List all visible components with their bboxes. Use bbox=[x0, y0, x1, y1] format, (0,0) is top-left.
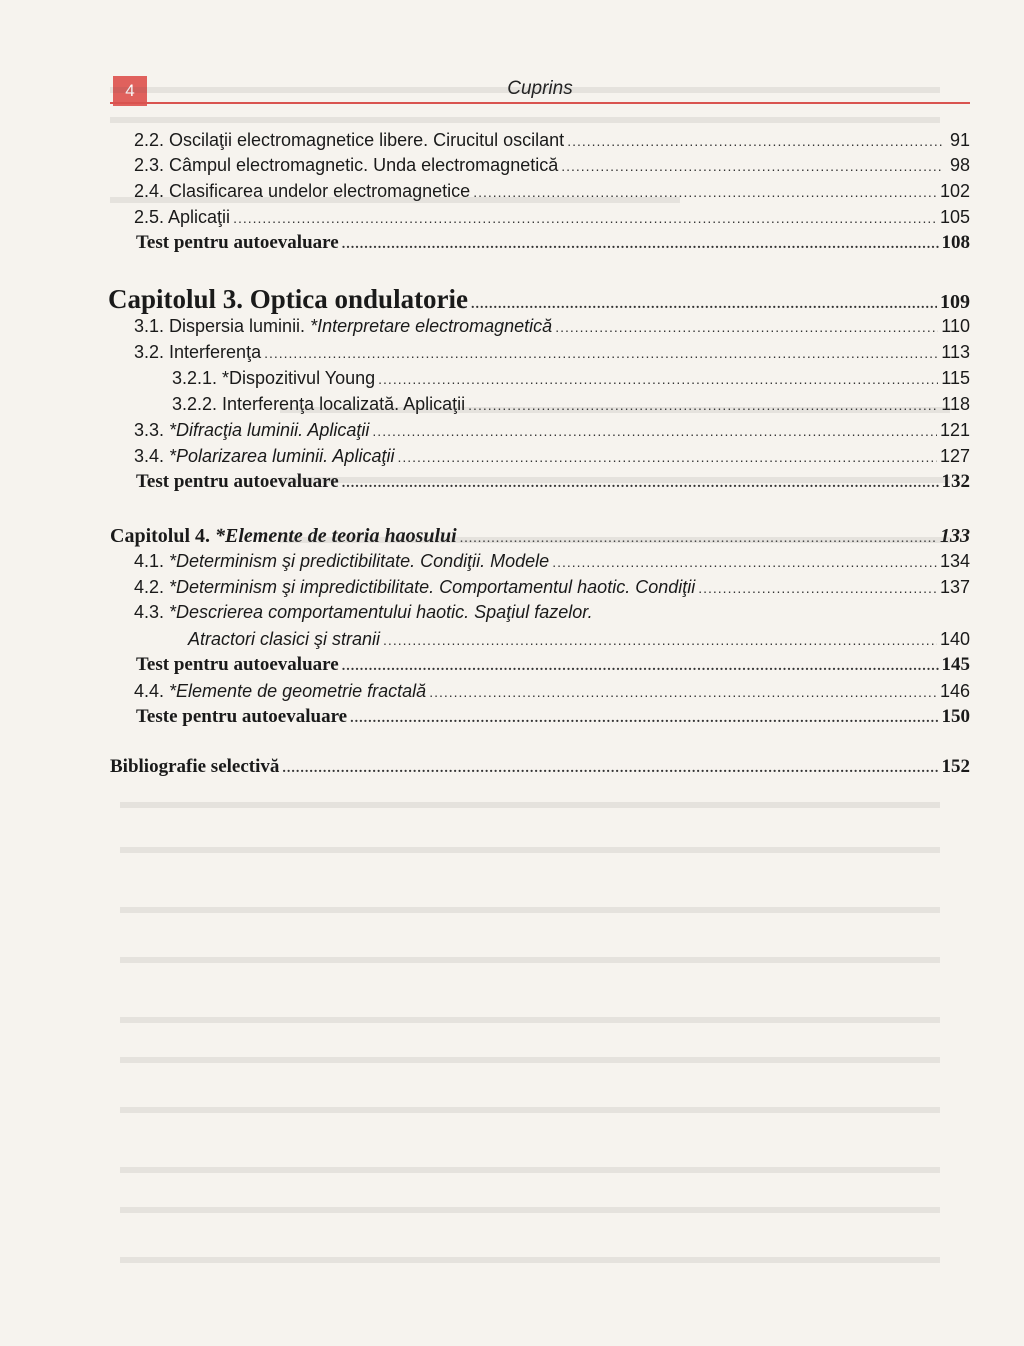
dot-leader bbox=[264, 341, 938, 365]
toc-entry bbox=[134, 340, 970, 365]
toc-entry-label: 4.1. *Determinism şi predictibilitate. Condiţii. Modele bbox=[134, 551, 550, 571]
toc-entry-label: Atractori clasici şi stranii bbox=[188, 629, 381, 649]
dot-leader bbox=[698, 576, 937, 600]
toc-entry-page: 108 bbox=[941, 232, 970, 253]
toc-entry-page: 121 bbox=[939, 420, 970, 440]
toc-entry-page: 132 bbox=[941, 471, 970, 492]
toc-entry-page: 145 bbox=[941, 654, 970, 675]
toc-entry-label: 2.4. Clasificarea undelor electromagnetice bbox=[134, 181, 471, 201]
toc-entry-page: 102 bbox=[939, 181, 970, 201]
toc-entry-page: 98 bbox=[949, 155, 970, 175]
toc-entry-label: 2.2. Oscilaţii electromagnetice libere. Cirucitul oscilant bbox=[134, 130, 565, 150]
dot-leader bbox=[552, 550, 937, 574]
dot-leader bbox=[567, 129, 943, 153]
toc-entry-label: 2.3. Câmpul electromagnetic. Unda electromagnetică bbox=[134, 155, 559, 175]
dot-leader bbox=[397, 445, 937, 469]
dot-leader bbox=[555, 315, 938, 339]
toc-entry bbox=[134, 153, 970, 178]
toc-entry-page: 105 bbox=[939, 207, 970, 227]
toc-entry-page: 133 bbox=[940, 525, 970, 547]
dot-leader bbox=[468, 393, 938, 417]
toc-entry-test bbox=[136, 231, 970, 257]
toc-entry-label: 3.4. *Polarizarea luminii. Aplicaţii bbox=[134, 446, 395, 466]
toc-entry bbox=[134, 128, 970, 153]
toc-subentry bbox=[172, 366, 970, 391]
chapter-title: Capitolul 3. Optica ondulatorie bbox=[108, 284, 469, 314]
toc-entry bbox=[134, 314, 970, 339]
toc-entry-label: Teste pentru autoevaluare bbox=[136, 706, 348, 727]
dot-leader bbox=[342, 655, 939, 679]
dot-leader bbox=[350, 707, 938, 731]
toc-entry-label: Bibliografie selectivă bbox=[110, 756, 280, 777]
toc-entry-page: 140 bbox=[939, 629, 970, 649]
toc-entry-page: 134 bbox=[939, 551, 970, 571]
toc-entry-label: 3.1. Dispersia luminii. *Interpretare electromagnetică bbox=[134, 316, 553, 336]
toc-entry bbox=[134, 179, 970, 204]
dot-leader bbox=[378, 367, 938, 391]
toc-entry-page: 150 bbox=[941, 706, 970, 727]
dot-leader bbox=[372, 419, 937, 443]
running-header-title: Cuprins bbox=[507, 78, 573, 99]
dot-leader bbox=[473, 180, 937, 204]
dot-leader bbox=[429, 680, 937, 704]
toc-entry bbox=[134, 575, 970, 600]
toc-entry-label: 2.5. Aplicaţii bbox=[134, 207, 231, 227]
toc-entry-page: 115 bbox=[941, 368, 970, 388]
toc-entry-page: 110 bbox=[941, 316, 970, 336]
toc-entry-label: 3.3. *Difracţia luminii. Aplicaţii bbox=[134, 420, 370, 440]
dot-leader bbox=[561, 154, 943, 178]
chapter-heading bbox=[110, 524, 970, 551]
toc-entry bbox=[134, 679, 970, 704]
toc-entry-label: Test pentru autoevaluare bbox=[136, 471, 339, 492]
dot-leader bbox=[233, 206, 937, 230]
toc-entry-first-line: 4.3. *Descrierea comportamentului haotic. Spaţiul fazelor. bbox=[134, 602, 593, 622]
toc-entry-page: 137 bbox=[939, 577, 970, 597]
dot-leader bbox=[342, 233, 939, 257]
toc-entry-label: Test pentru autoevaluare bbox=[136, 232, 339, 253]
dot-leader bbox=[460, 527, 937, 551]
toc-entry-bibliography bbox=[110, 755, 970, 781]
toc-entry-page: 113 bbox=[941, 342, 970, 362]
toc-entry-page: 127 bbox=[939, 446, 970, 466]
page-number: 4 bbox=[113, 76, 147, 106]
toc-entry-test bbox=[136, 705, 970, 731]
toc-entry-page: 152 bbox=[941, 756, 970, 777]
toc-entry-label: 4.2. *Determinism şi impredictibilitate. Comportamentul haotic. Condiţii bbox=[134, 577, 696, 597]
dot-leader bbox=[282, 757, 938, 781]
chapter-title: Capitolul 4. *Elemente de teoria haosului bbox=[110, 525, 457, 547]
toc-entry-test bbox=[136, 653, 970, 679]
dot-leader bbox=[383, 628, 937, 652]
toc-entry bbox=[134, 418, 970, 443]
toc-entry-label: 3.2. Interferenţa bbox=[134, 342, 262, 362]
toc-subentry bbox=[172, 392, 970, 417]
toc-entry bbox=[134, 444, 970, 469]
toc-entry-page: 118 bbox=[941, 394, 970, 414]
toc-entry-page: 146 bbox=[939, 681, 970, 701]
toc-entry-test bbox=[136, 470, 970, 496]
toc-entry-label: 4.4. *Elemente de geometrie fractală bbox=[134, 681, 427, 701]
toc-entry-label: 3.2.1. *Dispozitivul Young bbox=[172, 368, 376, 388]
toc-entry bbox=[134, 549, 970, 574]
dot-leader bbox=[342, 472, 939, 496]
toc-entry-continuation bbox=[188, 627, 970, 652]
toc-entry-label: Test pentru autoevaluare bbox=[136, 654, 339, 675]
toc-entry-page: 91 bbox=[949, 130, 970, 150]
toc-entry-label: 3.2.2. Interferenţa localizată. Aplicaţii bbox=[172, 394, 466, 414]
toc-entry bbox=[134, 205, 970, 230]
toc-entry-page: 109 bbox=[940, 291, 970, 313]
